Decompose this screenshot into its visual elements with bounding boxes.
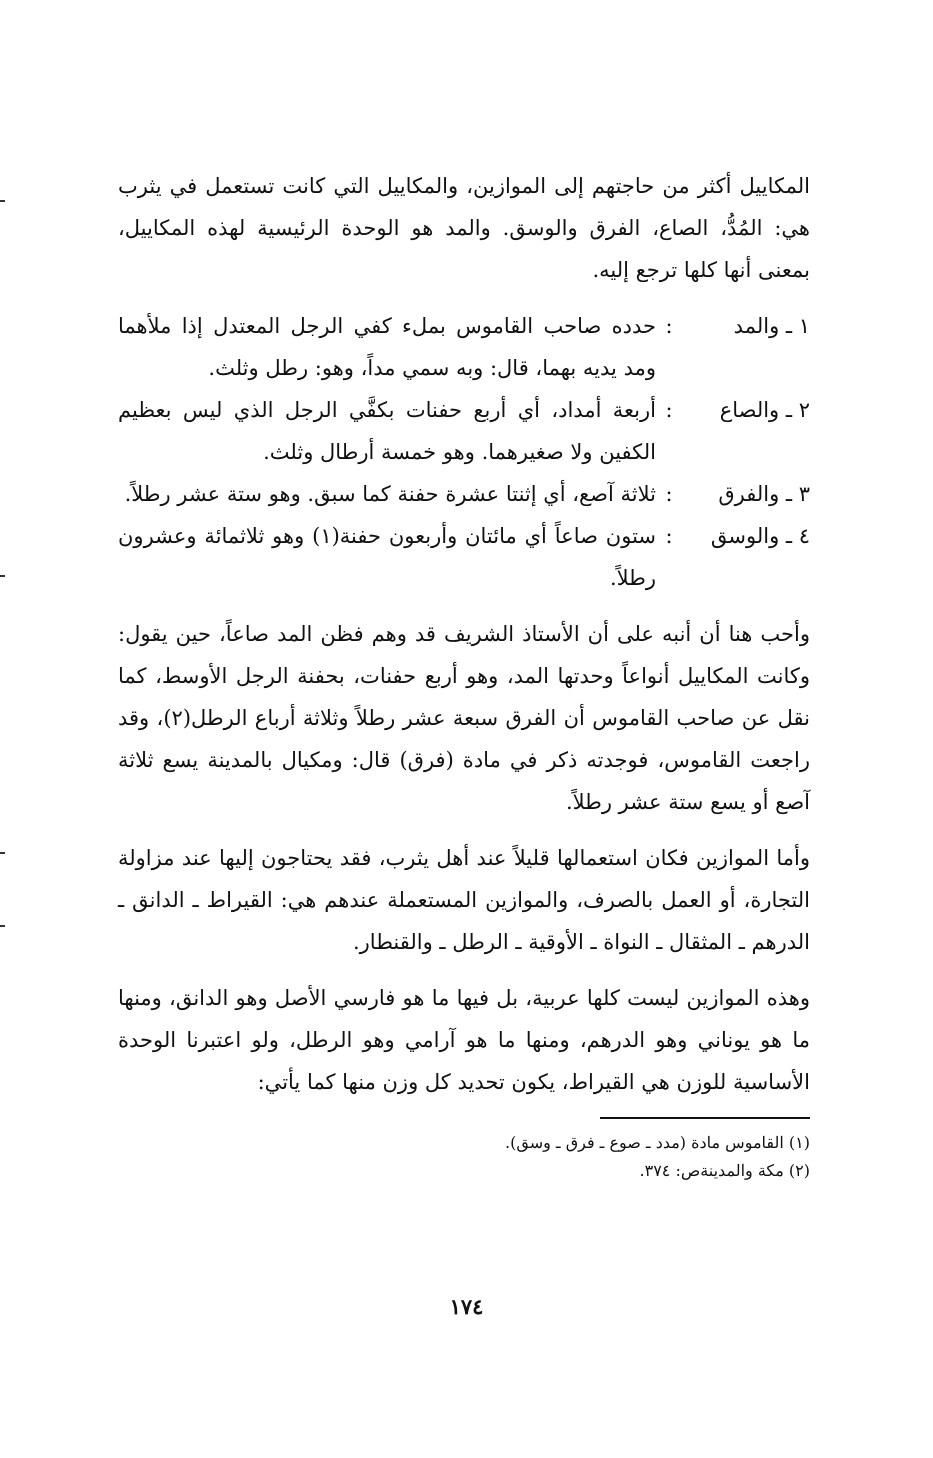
definition-text: ستون صاعاً أي مائتان وأربعون حفنة(١) وهو ثلاثمائة وعشرون رطلاً. bbox=[118, 524, 657, 590]
page-number: ١٧٤ bbox=[449, 1294, 484, 1319]
footnote-1: (١) القاموس مادة (مدد ـ صوع ـ فرق ـ وسق). bbox=[505, 1133, 810, 1152]
definition-item-wasq bbox=[118, 515, 810, 599]
paragraph-correction: وأحب هنا أن أنبه على أن الأستاذ الشريف قد وهم فظن المد صاعاً، حين يقول: وكانت المكاييل أنواعاً وحدتها المد، وهو أربع حفنات، بحفنة الرجل الأوسط، كما نقل عن صاحب القاموس أن الفرق سبعة عشر رطلاً وثلاثة أرباع الرطل(٢)، وقد راجعت القاموس، فوجدته ذكر في مادة (فرق) قال: ومكيال بالمدينة يسع ثلاثة آصع أو يسع ستة عشر رطلاً. bbox=[118, 622, 810, 814]
scan-edge-mark bbox=[0, 852, 5, 854]
paragraph-weights: وأما الموازين فكان استعمالها قليلاً عند أهل يثرب، فقد يحتاجون إليها عند مزاولة التجارة، أو العمل بالصرف، والموازين المستعملة عندهم هي: القيراط ـ الدانق ـ الدرهم ـ المثقال ـ النواة ـ الأوقية ـ الرطل ـ والقنطار. bbox=[118, 846, 810, 954]
definition-colon: : bbox=[665, 482, 673, 506]
scan-edge-mark bbox=[0, 575, 5, 577]
scan-edge-mark bbox=[0, 925, 5, 927]
definition-colon: : bbox=[665, 524, 673, 548]
paragraph-intro: المكاييل أكثر من حاجتهم إلى الموازين، والمكاييل التي كانت تستعمل في يثرب هي: المُدُّ، الصاع، الفرق والوسق. والمد هو الوحدة الرئيسية لهذه المكاييل، بمعنى أنها كلها ترجع إليه. bbox=[118, 174, 810, 282]
definition-colon: : bbox=[665, 314, 673, 338]
definition-term: ٣ ـ والفرق bbox=[718, 482, 810, 506]
definition-text: أربعة أمداد، أي أربع حفنات بكفَّي الرجل الذي ليس بعظيم الكفين ولا صغيرهما. وهو خمسة أرطال وثلث. bbox=[118, 398, 656, 464]
definition-term: ١ ـ والمد bbox=[733, 314, 810, 338]
definition-item-faraq bbox=[118, 473, 810, 515]
definition-text: ثلاثة آصع، أي إثنتا عشرة حفنة كما سبق. وهو ستة عشر رطلاً. bbox=[124, 482, 656, 506]
paragraph-origins: وهذه الموازين ليست كلها عربية، بل فيها ما هو فارسي الأصل وهو الدانق، ومنها ما هو يوناني وهو الدرهم، ومنها ما هو آرامي وهو الرطل، ولو اعتبرنا الوحدة الأساسية للوزن هي القيراط، يكون تحديد كل وزن منها كما يأتي: bbox=[118, 986, 810, 1094]
definition-term: ٤ ـ والوسق bbox=[710, 524, 810, 548]
footnote-2: (٢) مكة والمدينةص: ٣٧٤. bbox=[639, 1161, 810, 1180]
definition-text: حدده صاحب القاموس بملء كفي الرجل المعتدل إذا ملأهما ومد يديه بهما، قال: وبه سمي مداً، وهو: رطل وثلث. bbox=[118, 314, 656, 380]
scan-edge-mark bbox=[0, 200, 5, 202]
definition-item-mudd bbox=[118, 305, 810, 389]
footnote-divider bbox=[600, 1117, 810, 1119]
definition-item-saa bbox=[118, 389, 810, 473]
definition-colon: : bbox=[665, 398, 673, 422]
definition-term: ٢ ـ والصاع bbox=[719, 398, 810, 422]
page-body bbox=[118, 165, 810, 1185]
measures-list bbox=[118, 305, 810, 599]
